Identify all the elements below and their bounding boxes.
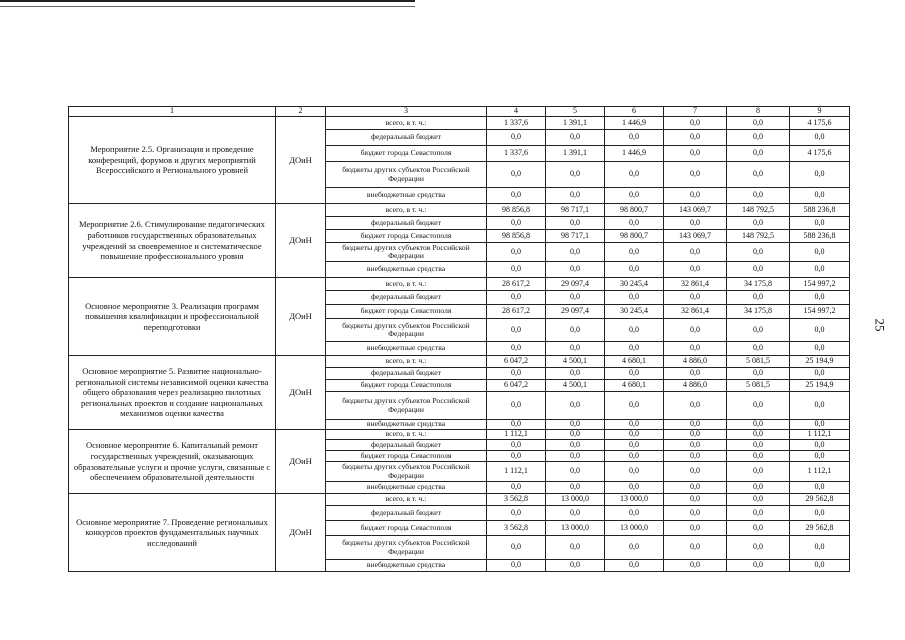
amount-cell: 0,0: [727, 560, 790, 572]
amount-cell: 0,0: [546, 262, 605, 278]
amount-cell: 0,0: [664, 368, 727, 380]
amount-cell: 0,0: [605, 262, 664, 278]
amount-cell: 98 856,8: [487, 230, 546, 243]
amount-cell: 13 000,0: [605, 494, 664, 506]
amount-cell: 0,0: [727, 342, 790, 356]
amount-cell: 0,0: [664, 117, 727, 130]
header-rule-thin: [0, 6, 415, 7]
amount-cell: 0,0: [605, 342, 664, 356]
amount-cell: 0,0: [664, 291, 727, 305]
amount-cell: 0,0: [487, 536, 546, 560]
amount-cell: 0,0: [487, 392, 546, 420]
amount-cell: 0,0: [790, 243, 850, 262]
amount-cell: 1 446,9: [605, 146, 664, 162]
amount-cell: 0,0: [727, 130, 790, 146]
amount-cell: 1 391,1: [546, 117, 605, 130]
activity-title: Основное мероприятие 7. Проведение региональных конкурсов проектов фундаментальных научных исследований: [69, 494, 276, 572]
amount-cell: 0,0: [546, 162, 605, 188]
amount-cell: 0,0: [546, 506, 605, 521]
funding-source: всего, в т. ч.:: [326, 278, 487, 291]
amount-cell: 0,0: [727, 494, 790, 506]
amount-cell: 0,0: [605, 440, 664, 451]
funding-source: всего, в т. ч.:: [326, 204, 487, 217]
amount-cell: 0,0: [727, 451, 790, 462]
amount-cell: 0,0: [790, 392, 850, 420]
amount-cell: 30 245,4: [605, 278, 664, 291]
amount-cell: 13 000,0: [546, 494, 605, 506]
amount-cell: 0,0: [546, 188, 605, 204]
funding-source: бюджет города Севастополя: [326, 451, 487, 462]
amount-cell: 0,0: [487, 506, 546, 521]
table-header-row: [69, 107, 850, 117]
amount-cell: 0,0: [664, 217, 727, 230]
activity-title: Основное мероприятие 3. Реализация программ повышения квалификации и профессиональной переподготовки: [69, 278, 276, 356]
amount-cell: 0,0: [727, 368, 790, 380]
funding-source: бюджет города Севастополя: [326, 230, 487, 243]
amount-cell: 0,0: [605, 451, 664, 462]
activity-title: Мероприятие 2.6. Стимулирование педагогических работников государственных образовательных учреждений за своевременное и систематическое повышение профессионального уровня: [69, 204, 276, 278]
amount-cell: 29 097,4: [546, 278, 605, 291]
amount-cell: 0,0: [664, 130, 727, 146]
amount-cell: 0,0: [790, 291, 850, 305]
amount-cell: 0,0: [605, 130, 664, 146]
column-number-4: 4: [487, 107, 546, 117]
amount-cell: 0,0: [605, 392, 664, 420]
amount-cell: 0,0: [605, 217, 664, 230]
funding-source: внебюджетные средства: [326, 262, 487, 278]
amount-cell: 0,0: [605, 462, 664, 482]
executor: ДОиН: [276, 494, 326, 572]
amount-cell: 0,0: [546, 130, 605, 146]
amount-cell: 1 112,1: [790, 462, 850, 482]
amount-cell: 154 997,2: [790, 278, 850, 291]
amount-cell: 0,0: [487, 451, 546, 462]
amount-cell: 29 097,4: [546, 305, 605, 319]
amount-cell: 0,0: [664, 188, 727, 204]
amount-cell: 0,0: [487, 368, 546, 380]
executor: ДОиН: [276, 117, 326, 204]
amount-cell: 0,0: [605, 482, 664, 494]
amount-cell: 154 997,2: [790, 305, 850, 319]
amount-cell: 0,0: [727, 392, 790, 420]
amount-cell: 0,0: [664, 451, 727, 462]
executor: ДОиН: [276, 356, 326, 430]
column-number-1: 1: [69, 107, 276, 117]
amount-cell: 0,0: [727, 291, 790, 305]
amount-cell: 0,0: [664, 560, 727, 572]
amount-cell: 3 562,8: [487, 521, 546, 536]
funding-source: бюджет города Севастополя: [326, 380, 487, 392]
amount-cell: 0,0: [487, 217, 546, 230]
amount-cell: 4 886,0: [664, 380, 727, 392]
amount-cell: 0,0: [664, 521, 727, 536]
amount-cell: 0,0: [790, 420, 850, 430]
table-row: [69, 430, 850, 440]
amount-cell: 0,0: [664, 146, 727, 162]
amount-cell: 0,0: [546, 560, 605, 572]
table-row: [69, 494, 850, 506]
amount-cell: 0,0: [664, 262, 727, 278]
column-number-7: 7: [664, 107, 727, 117]
table-row: [69, 204, 850, 217]
executor: ДОиН: [276, 430, 326, 494]
amount-cell: 0,0: [487, 420, 546, 430]
amount-cell: 0,0: [727, 506, 790, 521]
amount-cell: 0,0: [605, 291, 664, 305]
amount-cell: 0,0: [727, 462, 790, 482]
amount-cell: 0,0: [546, 440, 605, 451]
amount-cell: 4 500,1: [546, 380, 605, 392]
amount-cell: 4 175,6: [790, 117, 850, 130]
amount-cell: 0,0: [727, 430, 790, 440]
amount-cell: 148 792,5: [727, 230, 790, 243]
amount-cell: 0,0: [664, 342, 727, 356]
executor: ДОиН: [276, 278, 326, 356]
amount-cell: 0,0: [727, 420, 790, 430]
amount-cell: 1 446,9: [605, 117, 664, 130]
amount-cell: 98 717,1: [546, 230, 605, 243]
funding-source: бюджеты других субъектов Российской Федерации: [326, 162, 487, 188]
amount-cell: 0,0: [546, 319, 605, 342]
amount-cell: 29 562,8: [790, 494, 850, 506]
amount-cell: 28 617,2: [487, 278, 546, 291]
amount-cell: 0,0: [546, 420, 605, 430]
amount-cell: 588 236,8: [790, 204, 850, 217]
amount-cell: 0,0: [790, 506, 850, 521]
amount-cell: 0,0: [487, 319, 546, 342]
amount-cell: 0,0: [664, 462, 727, 482]
amount-cell: 4 175,6: [790, 146, 850, 162]
amount-cell: 0,0: [605, 506, 664, 521]
amount-cell: 0,0: [605, 243, 664, 262]
column-number-8: 8: [727, 107, 790, 117]
amount-cell: 0,0: [790, 342, 850, 356]
amount-cell: 0,0: [727, 162, 790, 188]
funding-source: бюджеты других субъектов Российской Федерации: [326, 392, 487, 420]
funding-source: бюджеты других субъектов Российской Федерации: [326, 536, 487, 560]
amount-cell: 1 337,6: [487, 146, 546, 162]
amount-cell: 98 856,8: [487, 204, 546, 217]
amount-cell: 0,0: [487, 162, 546, 188]
amount-cell: 0,0: [790, 130, 850, 146]
amount-cell: 0,0: [487, 440, 546, 451]
table-row: [69, 117, 850, 130]
amount-cell: 25 194,9: [790, 380, 850, 392]
amount-cell: 0,0: [546, 430, 605, 440]
activity-title: Основное мероприятие 6. Капитальный ремонт государственных учреждений, оказывающих образовательные услуги и прочие услуги, связанные с обеспечением образовательной деятельности: [69, 430, 276, 494]
table-row: [69, 356, 850, 368]
amount-cell: 98 800,7: [605, 204, 664, 217]
column-number-3: 3: [326, 107, 487, 117]
amount-cell: 0,0: [546, 368, 605, 380]
executor: ДОиН: [276, 204, 326, 278]
amount-cell: 0,0: [664, 420, 727, 430]
amount-cell: 0,0: [790, 451, 850, 462]
amount-cell: 0,0: [727, 146, 790, 162]
amount-cell: 5 081,5: [727, 356, 790, 368]
funding-source: внебюджетные средства: [326, 342, 487, 356]
amount-cell: 0,0: [487, 291, 546, 305]
funding-source: бюджет города Севастополя: [326, 146, 487, 162]
amount-cell: 0,0: [790, 440, 850, 451]
funding-source: всего, в т. ч.:: [326, 430, 487, 440]
amount-cell: 0,0: [605, 536, 664, 560]
amount-cell: 0,0: [790, 536, 850, 560]
funding-source: внебюджетные средства: [326, 560, 487, 572]
activity-title: Основное мероприятие 5. Развитие национально-региональной системы независимой оценки качества общего образования через реализацию пилотных региональных проектов и создание национальных механизмов оценки качества: [69, 356, 276, 430]
amount-cell: 0,0: [605, 420, 664, 430]
amount-cell: 0,0: [664, 440, 727, 451]
amount-cell: 1 112,1: [790, 430, 850, 440]
funding-source: федеральный бюджет: [326, 440, 487, 451]
amount-cell: 34 175,8: [727, 278, 790, 291]
amount-cell: 0,0: [664, 430, 727, 440]
funding-source: внебюджетные средства: [326, 482, 487, 494]
funding-source: всего, в т. ч.:: [326, 494, 487, 506]
amount-cell: 0,0: [605, 368, 664, 380]
table-row: [69, 278, 850, 291]
amount-cell: 143 069,7: [664, 204, 727, 217]
page-number: 25: [872, 318, 888, 332]
amount-cell: 0,0: [790, 217, 850, 230]
amount-cell: 0,0: [727, 536, 790, 560]
amount-cell: 29 562,8: [790, 521, 850, 536]
amount-cell: 1 391,1: [546, 146, 605, 162]
amount-cell: 0,0: [487, 342, 546, 356]
amount-cell: 588 236,8: [790, 230, 850, 243]
amount-cell: 6 047,2: [487, 380, 546, 392]
amount-cell: 0,0: [790, 368, 850, 380]
funding-source: федеральный бюджет: [326, 291, 487, 305]
amount-cell: 0,0: [727, 188, 790, 204]
amount-cell: 0,0: [546, 217, 605, 230]
amount-cell: 0,0: [487, 560, 546, 572]
amount-cell: 0,0: [605, 162, 664, 188]
header-rule: [0, 0, 415, 2]
amount-cell: 0,0: [546, 392, 605, 420]
funding-source: федеральный бюджет: [326, 368, 487, 380]
amount-cell: 0,0: [790, 188, 850, 204]
column-number-9: 9: [790, 107, 850, 117]
amount-cell: 0,0: [546, 536, 605, 560]
amount-cell: 0,0: [605, 188, 664, 204]
funding-source: бюджет города Севастополя: [326, 305, 487, 319]
amount-cell: 0,0: [664, 506, 727, 521]
column-number-2: 2: [276, 107, 326, 117]
amount-cell: 1 112,1: [487, 430, 546, 440]
amount-cell: 32 861,4: [664, 305, 727, 319]
amount-cell: 0,0: [790, 482, 850, 494]
amount-cell: 0,0: [727, 482, 790, 494]
amount-cell: 0,0: [664, 319, 727, 342]
amount-cell: 0,0: [790, 319, 850, 342]
amount-cell: 0,0: [546, 451, 605, 462]
funding-source: бюджеты других субъектов Российской Федерации: [326, 462, 487, 482]
amount-cell: 0,0: [546, 342, 605, 356]
amount-cell: 1 337,6: [487, 117, 546, 130]
amount-cell: 0,0: [664, 392, 727, 420]
amount-cell: 143 069,7: [664, 230, 727, 243]
funding-source: внебюджетные средства: [326, 420, 487, 430]
funding-source: всего, в т. ч.:: [326, 117, 487, 130]
amount-cell: 32 861,4: [664, 278, 727, 291]
amount-cell: 4 886,0: [664, 356, 727, 368]
budget-table: [68, 106, 850, 572]
funding-source: бюджет города Севастополя: [326, 521, 487, 536]
amount-cell: 0,0: [605, 560, 664, 572]
amount-cell: 0,0: [727, 440, 790, 451]
amount-cell: 3 562,8: [487, 494, 546, 506]
funding-source: федеральный бюджет: [326, 506, 487, 521]
column-number-6: 6: [605, 107, 664, 117]
amount-cell: 0,0: [727, 319, 790, 342]
amount-cell: 4 500,1: [546, 356, 605, 368]
amount-cell: 1 112,1: [487, 462, 546, 482]
amount-cell: 4 680,1: [605, 356, 664, 368]
amount-cell: 34 175,8: [727, 305, 790, 319]
column-number-5: 5: [546, 107, 605, 117]
funding-source: федеральный бюджет: [326, 130, 487, 146]
funding-source: бюджеты других субъектов Российской Федерации: [326, 243, 487, 262]
amount-cell: 13 000,0: [546, 521, 605, 536]
amount-cell: 0,0: [487, 188, 546, 204]
funding-source: всего, в т. ч.:: [326, 356, 487, 368]
amount-cell: 6 047,2: [487, 356, 546, 368]
amount-cell: 0,0: [546, 482, 605, 494]
amount-cell: 0,0: [664, 482, 727, 494]
amount-cell: 13 000,0: [605, 521, 664, 536]
amount-cell: 0,0: [664, 243, 727, 262]
funding-source: бюджеты других субъектов Российской Федерации: [326, 319, 487, 342]
amount-cell: 0,0: [546, 291, 605, 305]
amount-cell: 148 792,5: [727, 204, 790, 217]
amount-cell: 0,0: [546, 462, 605, 482]
amount-cell: 0,0: [605, 430, 664, 440]
amount-cell: 0,0: [487, 482, 546, 494]
funding-source: федеральный бюджет: [326, 217, 487, 230]
amount-cell: 0,0: [487, 243, 546, 262]
amount-cell: 0,0: [727, 217, 790, 230]
amount-cell: 0,0: [727, 521, 790, 536]
amount-cell: 0,0: [727, 262, 790, 278]
amount-cell: 28 617,2: [487, 305, 546, 319]
amount-cell: 0,0: [790, 162, 850, 188]
amount-cell: 4 680,1: [605, 380, 664, 392]
amount-cell: 0,0: [546, 243, 605, 262]
amount-cell: 0,0: [605, 319, 664, 342]
amount-cell: 0,0: [487, 262, 546, 278]
amount-cell: 0,0: [727, 243, 790, 262]
amount-cell: 30 245,4: [605, 305, 664, 319]
amount-cell: 25 194,9: [790, 356, 850, 368]
amount-cell: 0,0: [664, 536, 727, 560]
amount-cell: 0,0: [487, 130, 546, 146]
amount-cell: 0,0: [727, 117, 790, 130]
amount-cell: 98 717,1: [546, 204, 605, 217]
amount-cell: 0,0: [664, 162, 727, 188]
funding-source: внебюджетные средства: [326, 188, 487, 204]
amount-cell: 98 800,7: [605, 230, 664, 243]
amount-cell: 0,0: [664, 494, 727, 506]
activity-title: Мероприятие 2.5. Организация и проведение конференций, форумов и других мероприятий Всероссийского и Регионального уровней: [69, 117, 276, 204]
amount-cell: 0,0: [790, 262, 850, 278]
amount-cell: 0,0: [790, 560, 850, 572]
amount-cell: 5 081,5: [727, 380, 790, 392]
